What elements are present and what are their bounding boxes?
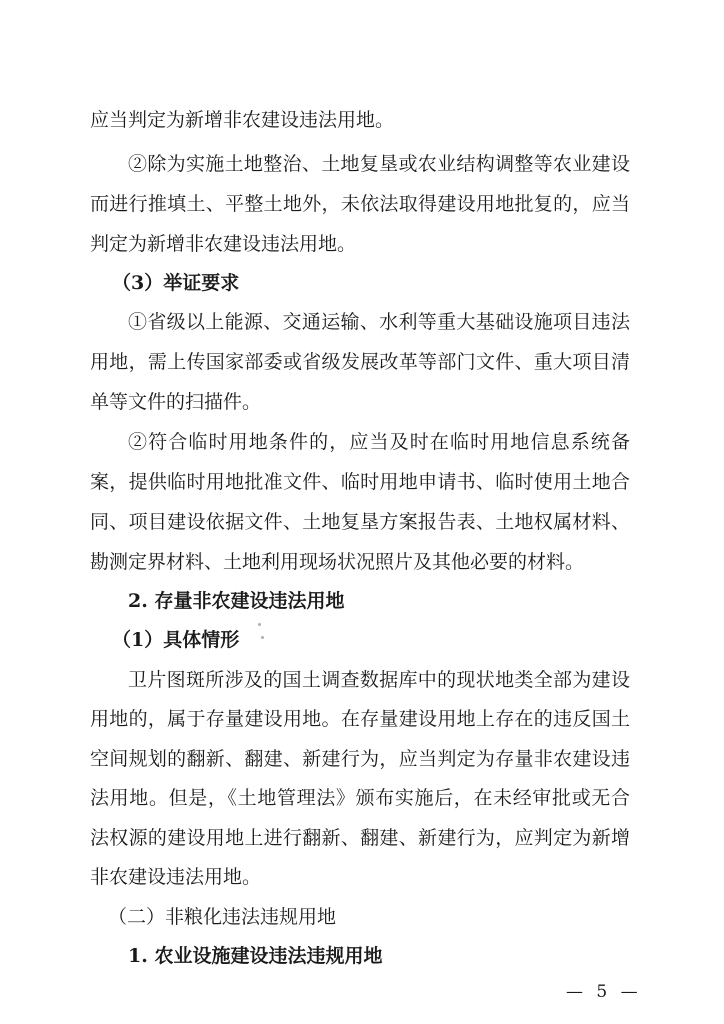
paragraph-line: 勘测定界材料、土地利用现场状况照片及其他必要的材料。 — [90, 551, 585, 573]
section-heading-evidence: （3）举证要求 — [112, 272, 240, 294]
paragraph-line: 而进行推填土、平整土地外，未依法取得建设用地批复的，应当 — [90, 193, 630, 215]
section-heading-non-grain: （二）非粮化违法违规用地 — [108, 906, 337, 928]
paragraph-line: ②除为实施土地整治、土地复垦或农业结构调整等农业建设 — [128, 153, 630, 175]
paragraph-line: 法权源的建设用地上进行翻新、翻建、新建行为，应判定为新增 — [90, 827, 630, 849]
paragraph-line: 法用地。但是，《土地管理法》颁布实施后，在未经审批或无合 — [90, 787, 630, 809]
paragraph-line: 单等文件的扫描件。 — [90, 391, 262, 413]
scan-speck — [261, 636, 264, 639]
paragraph-line: 用地的，属于存量建设用地。在存量建设用地上存在的违反国土 — [90, 708, 630, 730]
paragraph-line: ①省级以上能源、交通运输、水利等重大基础设施项目违法 — [128, 311, 630, 333]
scan-speck — [258, 623, 261, 626]
paragraph-line: 判定为新增非农建设违法用地。 — [90, 233, 357, 255]
paragraph-line: 同、项目建设依据文件、土地复垦方案报告表、土地权属材料、 — [90, 511, 630, 533]
paragraph-line: 用地，需上传国家部委或省级发展改革等部门文件、重大项目清 — [90, 351, 630, 373]
paragraph-line: 空间规划的翻新、翻建、新建行为，应当判定为存量非农建设违 — [90, 748, 630, 770]
section-heading-stock: 2. 存量非农建设违法用地 — [128, 590, 345, 612]
paragraph-line: 应当判定为新增非农建设违法用地。 — [90, 109, 395, 131]
page-number: — 5 — — [566, 982, 642, 1002]
paragraph-line: ②符合临时用地条件的，应当及时在临时用地信息系统备 — [128, 431, 630, 453]
paragraph-line: 卫片图斑所涉及的国土调查数据库中的现状地类全部为建设 — [128, 669, 630, 691]
paragraph-line: 非农建设违法用地。 — [90, 866, 262, 888]
section-heading-agri-facility: 1. 农业设施建设违法违规用地 — [128, 945, 383, 967]
paragraph-line: 案，提供临时用地批准文件、临时用地申请书、临时使用土地合 — [90, 471, 630, 493]
section-heading-situation: （1）具体情形 — [112, 629, 240, 651]
